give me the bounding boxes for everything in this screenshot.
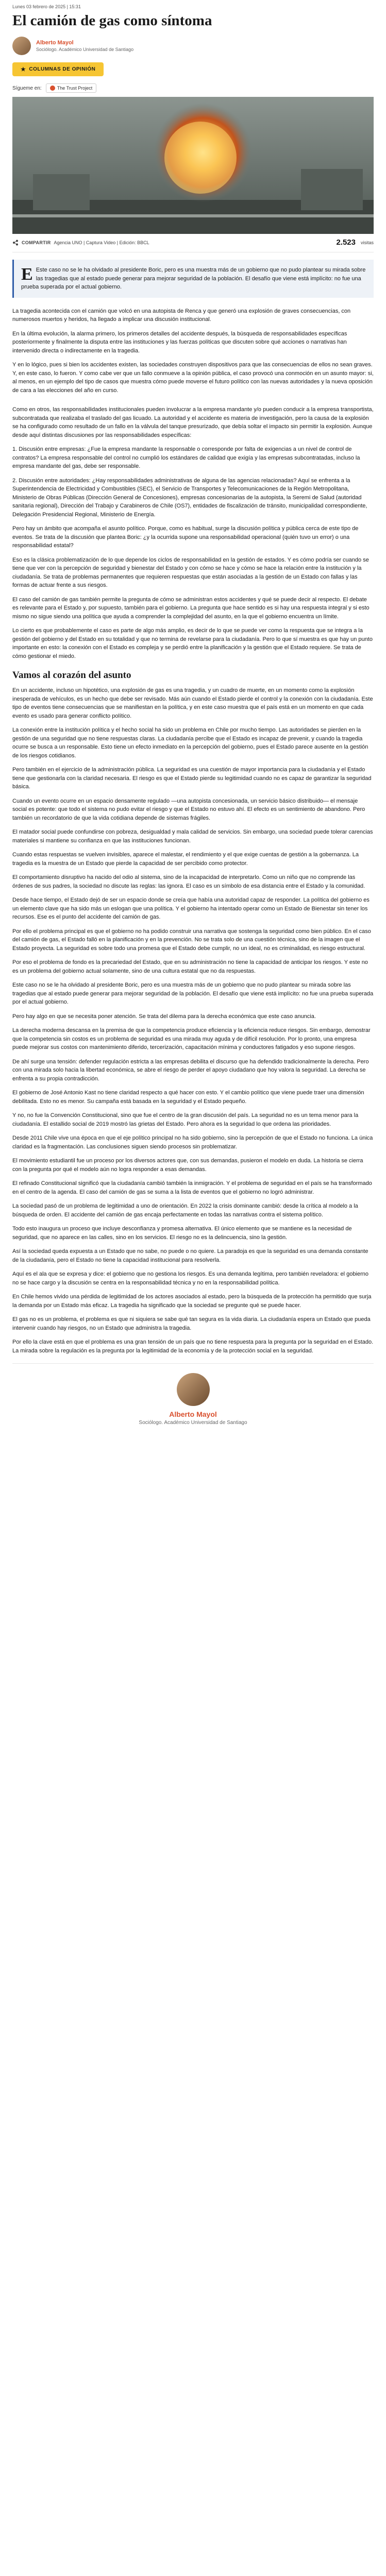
trust-project-badge[interactable] xyxy=(46,83,97,93)
author-card xyxy=(12,1363,374,1431)
paragraph: El comportamiento disruptivo ha nacido del odio al sistema, sino de la incapacidad de interpretarlo. Como un niño que no comprende las órdenes de sus padres, la sociedad no discute las reglas: las ignora. El caso es un símbolo de esa distancia entre el Estado y la comunidad. xyxy=(12,874,365,889)
trust-project-icon xyxy=(50,86,55,91)
sources-row xyxy=(12,83,374,93)
paragraph: Como en otros, las responsabilidades institucionales pueden involucrar a la empresa mandante y/o pueden conducir a la empresa transportista, subcontratada que realizaba el traslado del gas licuado. La autoridad y el accidente es materia de investigación, pero la causa de la explosión se ha configurado como resultado de un fallo en la válvula del tanque presurizado, que debía soltar el impacto sin permitir la explosión. Aunque desde aquí distintas discusiones por las responsabilidades específicas: xyxy=(12,406,374,438)
paragraph: 1. Discusión entre empresas: ¿Fue la empresa mandante la responsable o corresponde por falta de exigencias a un nivel de control de contratos? La empresa responsable del control no cumplió los estándares de calidad que exigía y las empresas subcontratadas, incluso la empresa mandante del gas, debe ser responsable. xyxy=(12,446,360,470)
explosion-photo xyxy=(12,97,374,234)
trust-project-label: The Trust Project xyxy=(57,86,93,91)
follow-label: COLUMNAS DE OPINIÓN xyxy=(29,66,96,73)
share-icon[interactable] xyxy=(12,240,19,246)
paragraph: En la última evolución, la alarma primero, los primeros detalles del accidente después, la búsqueda de responsabilidades específicas posteriormente y finalmente la disputa entre las instituciones y las fuerzas políticas que discuten sobre qué acciones o narrativas han intervenido directa o indirectamente en la tragedia. xyxy=(12,330,347,354)
meta-bar xyxy=(12,234,374,252)
author-card-role: Sociólogo. Académico Universidad de Santiago xyxy=(139,1420,247,1426)
author-role: Sociólogo. Académico Universidad de Santiago xyxy=(36,47,134,53)
image-credit: Agencia UNO | Captura Video | Edición: BBCL xyxy=(54,240,149,245)
body-section-intro xyxy=(12,307,374,661)
paragraph: Pero hay algo en que se necesita poner atención. Se trata del dilema para la derecha económica que este caso anuncia. xyxy=(12,1013,316,1020)
dropcap: E xyxy=(21,265,33,284)
paragraph: De ahí surge una tensión: defender regulación estricta a las empresas debilita el discurso que ha defendido tradicionalmente la derecha. Pero con una mirada solo hacia la libertad económica, se abre el riesgo de perder el apoyo ciudadano que hoy valora la seguridad. La derecha se enfrenta a su propia contradicción. xyxy=(12,1058,369,1082)
paragraph: Eso es la clásica problematización de lo que depende los ciclos de responsabilidad en la gestión de estados. Y es cómo podría ser cuando se tiene que ver con la percepción de seguridad y bienestar del Estado y con cómo se hace y cómo se hace la relación entre la institución y la ciudadanía. Se trata de problemas permanentes que requieren respuestas que están asociadas a la gestión de un Estado con fallas y las formas de actuar frente a sus riesgos. xyxy=(12,556,369,589)
paragraph: Cuando un evento ocurre en un espacio densamente regulado —una autopista concesionada, un servicio básico distribuido— el mensaje social es potente: que todo el sistema no pudo evitar el riesgo y que el Estado no estuvo ahí. El efecto es un sentimiento de abandono. Pero también un recordatorio de que la vida cotidiana depende de sistemas frágiles. xyxy=(12,798,365,821)
lead-box xyxy=(12,260,374,298)
paragraph: Lo cierto es que probablemente el caso es parte de algo más amplio, es decir de lo que se puede ver como la respuesta que se integra a la gestión del gobierno y del Estado en su totalidad y que no termina de revelarse para la ciudadanía. Pero lo que sí muestra es que hay un punto importante en esto: la conexión con el Estado es compleja y se perdió entre la planificación y la gestión que el Estado requiere. Se trata de cómo gestionar el miedo. xyxy=(12,628,373,659)
sources-label: Sígueme en: xyxy=(12,85,42,91)
paragraph: La tragedia acontecida con el camión que volcó en una autopista de Renca y que generó una explosión de graves consecuencias, con numerosos muertos y heridos, ha llegado a implicar una discusión institucional. xyxy=(12,308,351,323)
author-card-avatar[interactable] xyxy=(177,1373,210,1406)
star-icon: ★ xyxy=(21,66,26,73)
visit-count: 2.523 xyxy=(336,238,356,247)
byline xyxy=(12,37,374,55)
share-label[interactable]: COMPARTIR xyxy=(22,240,51,245)
paragraph: El caso del camión de gas también permite la pregunta de cómo se administran estos accidentes y qué se puede decir al respecto. El debate es relevante para el Estado y, por supuesto, también para el gobierno. La pregunta que hace sentido es si hay una respuesta integral y si esto mismo no sigue siendo una política que ayuda a comprender la complejidad del asunto, en la que el gobierno encuentra un límite. xyxy=(12,596,370,620)
paragraph: El movimiento estudiantil fue un proceso por los diversos actores que, con sus demandas, pusieron el modelo en duda. La historia se cierra con la pregunta por qué el modelo aún no logra responder a esas demandas. xyxy=(12,1158,363,1173)
author-name[interactable]: Alberto Mayol xyxy=(36,40,74,46)
paragraph: Así la sociedad queda expuesta a un Estado que no sabe, no puede o no quiere. La paradoja es que la seguridad es una demanda constante de la ciudadanía, pero el Estado no tiene la capacidad institucional para resolverla. xyxy=(12,1248,368,1263)
paragraph: Aquí es el ala que se expresa y dice: el gobierno que no gestiona los riesgos. Es una demanda legítima, pero también reveladora: el gobierno no se hace cargo y la discusión se centra en la responsabilidad técnica y no en la responsabilidad política. xyxy=(12,1271,368,1286)
article-page xyxy=(12,0,374,1443)
follow-button[interactable] xyxy=(12,62,104,76)
visit-count-label: visitas xyxy=(360,240,374,245)
hero-image xyxy=(12,97,374,234)
body-section-analysis xyxy=(12,896,374,1355)
paragraph: Todo esto inaugura un proceso que incluye desconfianza y promesa alternativa. El único elemento que se mantiene es la necesidad de seguridad, que no aparece en las calles, sino en los servicios. El riesgo no es la delincuencia, sino la gestión. xyxy=(12,1226,352,1241)
paragraph: Desde 2011 Chile vive una época en que el eje político principal no ha sido gobierno, sino la percepción de que el Estado no funciona. La única claridad es la fragmentación. Las conclusiones siguen siendo procesos sin problematizar. xyxy=(12,1135,373,1150)
paragraph: Pero hay un ámbito que acompaña el asunto político. Porque, como es habitual, surge la discusión política y pública cerca de este tipo de eventos. Se trata de la discusión que plantea Boric: ¿y la ocurrida supone una responsabilidad operacional (quién tuvo un error) o una responsabilidad estatal? xyxy=(12,526,359,549)
publish-date: Lunes 03 febrero de 2025 | 15:31 xyxy=(12,4,81,9)
paragraph: La conexión entre la institución política y el hecho social ha sido un problema en Chile por mucho tiempo. Las autoridades se pierden en la gestión de una seguridad que no tiene respuestas claras. La ciudadanía percibe que el Estado es incapaz de prevenir, y cuando la tragedia ocurre se busca a un responsable. Esto tiene un efecto inmediato en la percepción del gobierno, pues el Estado parece ausente en la gestión de los riesgos cotidianos. xyxy=(12,727,368,759)
paragraph: El refinado Constitucional significó que la ciudadanía cambió también la inmigración. Y el problema de seguridad en el país se ha transformado en el centro de la agenda. El caso del camión de gas se suma a la lista de eventos que el gobierno no logró administrar. xyxy=(12,1180,372,1195)
paragraph: Por ello el problema principal es que el gobierno no ha podido construir una narrativa que sostenga la seguridad como bien público. En el caso del camión de gas, el Estado falló en la planificación y en la prevención. No se trata solo de una cuestión técnica, sino de la imagen que el Estado proyecta. La seguridad es sobre todo una promesa que el Estado debe cumplir, no un ideal, no es criminalidad, es riesgo estructural. xyxy=(12,928,371,952)
paragraph: El matador social puede confundirse con pobreza, desigualdad y mala calidad de servicios. Sin embargo, una sociedad puede tolerar carencias materiales si mantiene su confianza en que las instituciones funcionan. xyxy=(12,829,373,844)
paragraph: Por ello la clave está en que el problema es una gran tensión de un país que no tiene respuesta para la pregunta por la seguridad en el Estado. La mirada sobre la regulación es la pregunta por la legitimidad de la economía y de la protección social en la seguridad. xyxy=(12,1339,374,1354)
section-heading: Vamos al corazón del asunto xyxy=(12,670,131,681)
paragraph: Y en lo lógico, pues si bien los accidentes existen, las sociedades construyen dispositivos para que las consecuencias de ellos no sean graves. Y, en este caso, lo fueron. Y como cabe ver que un fallo conmueve a la opinión pública, el caso provocó una conmoción en un asunto mayor: si, al menos, en un ejemplo del tipo de casos que muestra cómo puede moverse el futuro político con las nuevas autoridades y la nueva oposición de cara a las elecciones del año en curso. xyxy=(12,362,374,394)
paragraph: Pero también en el ejercicio de la administración pública. La seguridad es una cuestión de mayor importancia para la ciudadanía y el Estado tiene que gestionarla con la claridad necesaria. El riesgo es que el Estado pierde su legitimidad cuando no es capaz de garantizar la seguridad básica. xyxy=(12,767,372,790)
lead-text: Este caso no se le ha olvidado al presidente Boric, pero es una muestra más de un gobierno que no pudo plantear su mirada sobre las tragedias que al estado puede generar para mejorar seguridad de la población. El desafío que viene está implícito: no fue una prueba superada por el actual gobierno. xyxy=(21,267,366,291)
paragraph: El gobierno de José Antonio Kast no tiene claridad respecto a qué hacer con esto. Y el cambio político que viene puede traer una dimensión debilitada. Esto no es menor. Su campaña está basada en la seguridad y el Estado pequeño. xyxy=(12,1090,364,1105)
paragraph: Por eso el problema de fondo es la precariedad del Estado, que en su administración no tiene la capacidad de anticipar los riesgos. Y este no es un problema del gobierno actual solamente, sino de una cultura estatal que no da respuestas. xyxy=(12,959,368,974)
paragraph: Cuando estas respuestas se vuelven invisibles, aparece el malestar, el rendimiento y el que exige cuentas de gestión a la gobernanza. La tragedia es la muestra de un Estado que pierde la capacidad de ser percibido como protector. xyxy=(12,852,359,867)
paragraph: 2. Discusión entre autoridades: ¿Hay responsabilidades administrativas de alguna de las agencias relacionadas? Aquí se enfrenta a la Superintendencia de Electricidad y Combustibles (SEC), el Servicio de Transportes y Telecomunicaciones de la Región Metropolitana, Ministerio de Obras Públicas (Dirección General de Concesiones), empresas concesionarias de la autopista, la Seremi de Salud (autoridad sanitaria regional), Dirección del Trabajo y Carabineros de Chile (OS7), entidades de fiscalización de tránsito, municipalidad correspondiente, Delegación Presidencial Regional, Ministerio de Energía. xyxy=(12,477,367,518)
paragraph: Este caso no se le ha olvidado al presidente Boric, pero es una muestra más de un gobierno que no pudo plantear su mirada sobre las tragedias que al estado puede generar para mejorar seguridad de la población. El desafío que viene está implícito: no fue una prueba superada por el actual gobierno. xyxy=(12,982,374,1006)
paragraph: En un accidente, incluso un hipotético, una explosión de gas es una tragedia, y un cuadro de muerte, en un momento como la explosión inesperada de vehículos, es un hecho que debe ser revisado. Más aún cuando el Estado pierde el control y la conexión con la ciudadanía. Este tipo de eventos tiene consecuencias que se manifiestan en la política, y en este caso muestra que el país está en un momento en que cada evento es usado para generar conflicto político. xyxy=(12,687,373,719)
paragraph: El gas no es un problema, el problema es que ni siquiera se sabe qué tan segura es la vida diaria. La ciudadanía espera un Estado que pueda intervenir cuando hay riesgos, no un Estado que administra la tragedia. xyxy=(12,1316,371,1331)
body-section-main xyxy=(12,686,374,890)
paragraph: Y no, no fue la Convención Constitucional, sino que fue el centro de la gran discusión del país. La seguridad no es un tema menor para la ciudadanía. El estallido social de 2019 mostró las grietas del Estado. Pero ahora es la seguridad lo que ordena las prioridades. xyxy=(12,1112,359,1127)
article-title: El camión de gas como síntoma xyxy=(12,12,212,29)
paragraph: Desde hace tiempo, el Estado dejó de ser un espacio donde se creía que había una autoridad capaz de responder. La política del gobierno es un elemento clave que ha sido más un eslogan que una política. Y el gobierno ha intentado operar como un Estado de Bienestar sin tener los recursos. Ese es el punto del accidente del camión de gas. xyxy=(12,897,370,921)
paragraph: En Chile hemos vivido una pérdida de legitimidad de los actores asociados al estado, pero la búsqueda de la protección ha permitido que surja la demanda por un Estado más eficaz. La tragedia ha significado que la sociedad se pregunte qué se puede hacer. xyxy=(12,1294,372,1309)
author-avatar[interactable] xyxy=(12,37,31,55)
author-card-name[interactable]: Alberto Mayol xyxy=(169,1410,217,1419)
paragraph: La derecha moderna descansa en la premisa de que la competencia produce eficiencia y la eficiencia reduce riesgos. Sin embargo, demostrar que la competencia sin costos es un problema de seguridad es una mirada muy aguda y de difícil resolución. Por lo pronto, una empresa puede mejorar sus costos con mantenimiento diferido, tercerización, capacitación mínima y conductores fatigados y eso supone riesgos. xyxy=(12,1027,371,1051)
paragraph: La sociedad pasó de un problema de legitimidad a uno de orientación. En 2022 la crisis dominante cambió: desde la crítica al modelo a la búsqueda de orden. El accidente del camión de gas encaja perfectamente en todas las narrativas contra el sistema político. xyxy=(12,1203,358,1218)
